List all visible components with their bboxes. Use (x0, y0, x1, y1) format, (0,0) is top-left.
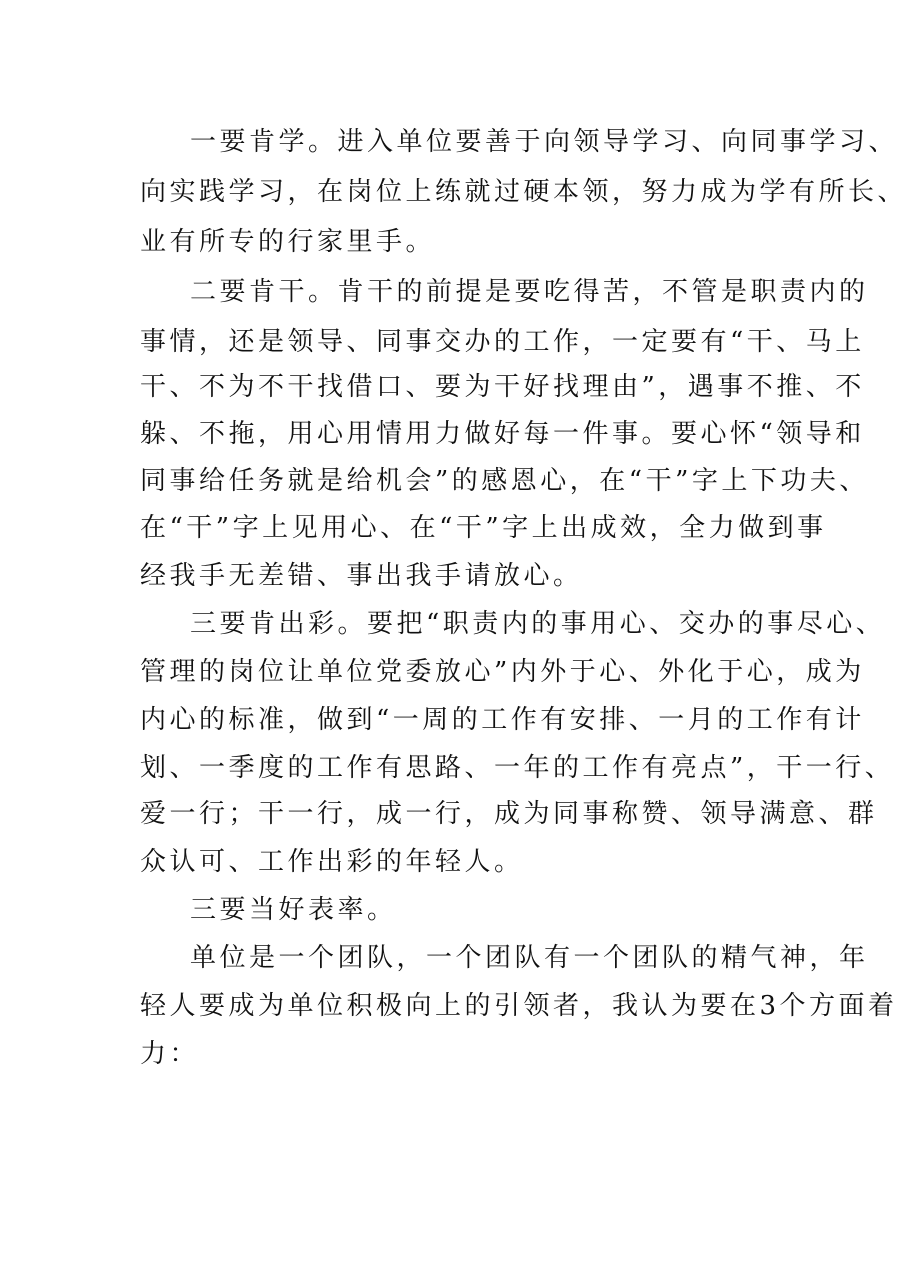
text-line: 管理的岗位让单位党委放心”内外于心、外化于心，成为 (140, 657, 865, 687)
text-line: 躲、不拖，用心用情用力做好每一件事。要心怀“领导和 (140, 419, 865, 449)
text-line: 爱一行；干一行，成一行，成为同事称赞、领导满意、群 (140, 799, 878, 829)
text-line: 划、一季度的工作有思路、一年的工作有亮点”，干一行、 (140, 753, 895, 783)
text-line: 同事给任务就是给机会”的感恩心，在“干”字上下功夫、 (140, 466, 869, 496)
text-line: 众认可、工作出彩的年轻人。 (140, 847, 524, 877)
text-line: 事情，还是领导、同事交办的工作，一定要有“干、马上 (140, 327, 865, 357)
text-line: 业有所专的行家里手。 (140, 227, 436, 257)
text-line: 经我手无差错、事出我手请放心。 (140, 561, 583, 591)
text-line: 干、不为不干找借口、要为干好找理由”，遇事不推、不 (140, 372, 865, 402)
text-line: 单位是一个团队，一个团队有一个团队的精气神，年 (190, 943, 869, 973)
text-line: 向实践学习，在岗位上练就过硬本领，努力成为学有所长、 (140, 177, 908, 207)
text-line: 在“干”字上见用心、在“干”字上出成效，全力做到事 (140, 513, 827, 543)
section-heading: 三要当好表率。 (190, 895, 397, 925)
text-line: 内心的标准，做到“一周的工作有安排、一月的工作有计 (140, 705, 865, 735)
text-line: 三要肯出彩。要把“职责内的事用心、交办的事尽心、 (190, 609, 886, 639)
text-line: 力： (140, 1039, 200, 1069)
text-line: 一要肯学。进入单位要善于向领导学习、向同事学习、 (190, 127, 899, 157)
text-line: 轻人要成为单位积极向上的引领者，我认为要在3个方面着 (140, 991, 898, 1021)
text-line: 二要肯干。肯干的前提是要吃得苦，不管是职责内的 (190, 277, 869, 307)
